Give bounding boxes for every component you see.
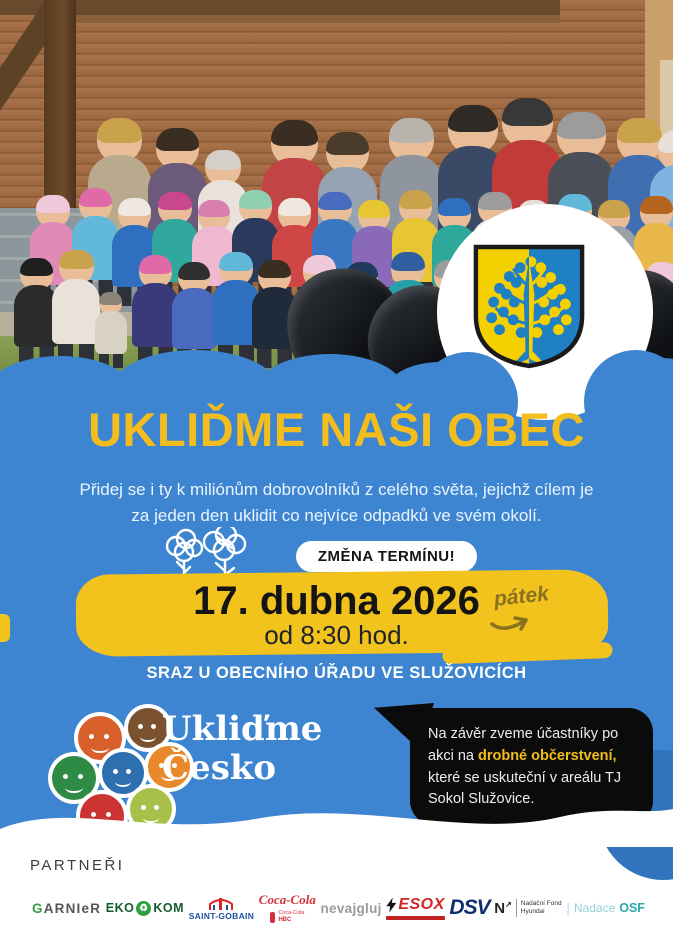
- partners-label: PARTNEŘI: [30, 857, 125, 874]
- bubble-highlight: drobné občerstvení,: [477, 747, 617, 764]
- saint-gobain-wordmark: SAINT-GOBAIN: [188, 910, 255, 921]
- hyundai-line1: Nadační Fond: [520, 899, 562, 907]
- partner-logo-garnier: [32, 901, 101, 916]
- partner-logo-coca-cola-hbc: [259, 892, 316, 924]
- partner-logo-saint-gobain: [189, 896, 254, 921]
- garnier-wordmark: GARNIeR: [32, 900, 102, 916]
- coca-sub-line2: HBC: [278, 916, 292, 923]
- coca-cola-hbc-text: [278, 910, 304, 924]
- coca-cola-wordmark: Coca-Cola: [258, 892, 316, 908]
- partner-logo-esox: [386, 896, 444, 920]
- partners-logo-row: [0, 885, 673, 931]
- wordmark-line-2: Česko: [162, 748, 277, 789]
- intro-line-1: Přidej se i ty k miliónům dobrovolníků z celého světa, jejichž cílem je: [79, 480, 594, 499]
- hyundai-line2: Hyundai: [520, 908, 545, 915]
- poster-title: UKLIĎME NAŠI OBEC: [88, 403, 585, 456]
- sluzovice-coat-of-arms-icon: [470, 240, 588, 372]
- saint-gobain-bridge-icon: [206, 896, 236, 910]
- bubble-text-before: Na závěr zveme účastníky po akci na: [428, 726, 619, 764]
- divider: |: [566, 900, 570, 916]
- event-date: 17. dubna 2026: [193, 579, 480, 623]
- dsv-wordmark: DSV: [449, 896, 490, 919]
- lightning-icon: [386, 898, 396, 913]
- eko-kom-left: EKO: [105, 901, 135, 915]
- divider: [516, 899, 517, 917]
- bubble-text-after: které se uskuteční v areálu TJ Sokol Služovice.: [428, 769, 622, 808]
- intro-line-2: za jeden den uklidit co nejvíce odpadků ve svém okolí.: [131, 505, 542, 525]
- person-figure: [95, 292, 127, 368]
- osf-wordmark: OSF: [619, 901, 645, 915]
- eko-kom-right: KOM: [153, 901, 185, 915]
- partner-logo-nevajgluj: [320, 901, 381, 916]
- osf-nadace: Nadace: [573, 901, 616, 915]
- esox-wordmark: ESOX: [398, 896, 445, 913]
- esox-red-banner: [386, 916, 444, 921]
- meeting-point: SRAZ U OBECNÍHO ÚŘADU VE SLUŽOVICÍCH: [146, 664, 527, 682]
- intro-text: [0, 477, 673, 528]
- change-of-date-badge: ZMĚNA TERMÍNU!: [296, 541, 477, 572]
- day-note: pátek: [492, 582, 550, 611]
- hyundai-fund-text: [521, 900, 562, 917]
- nf-monogram: N↗: [494, 899, 512, 917]
- bottle-icon: [270, 912, 275, 923]
- partners-section: [0, 845, 673, 952]
- uklidme-cesko-wordmark: [162, 710, 322, 788]
- wordmark-line-1: Ukliďme: [162, 709, 323, 749]
- person-figure: [52, 250, 100, 365]
- recycle-icon: ♻: [136, 901, 151, 916]
- event-time: od 8:30 hod.: [264, 620, 409, 650]
- coca-sub-line1: Coca-Cola: [278, 910, 305, 917]
- bottom-wave: [0, 789, 673, 847]
- partner-logo-nadacni-fond-hyundai: [494, 899, 561, 917]
- nevajgluj-wordmark: nevajgluj: [320, 900, 382, 916]
- partner-logo-nadace-osf: [566, 900, 645, 916]
- partner-logo-eko-kom: [106, 901, 184, 916]
- partner-logo-dsv: [449, 896, 489, 920]
